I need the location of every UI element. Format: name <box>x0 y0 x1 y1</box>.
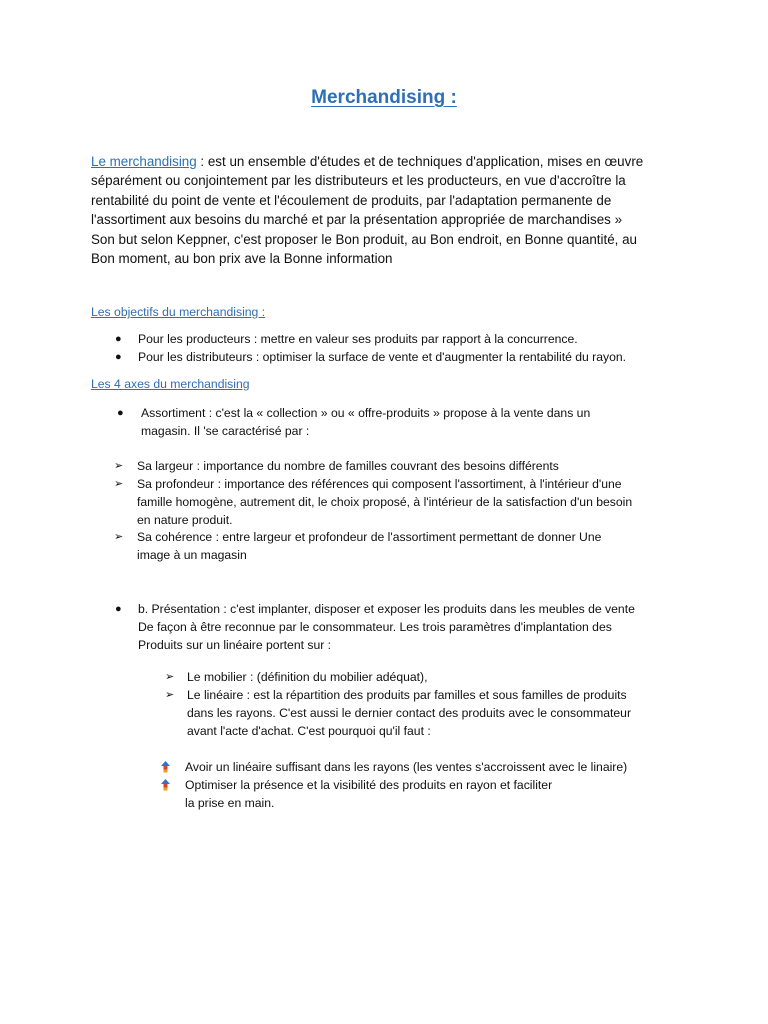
objectif-item: Pour les distributeurs : optimiser la surface de vente et d'augmenter la rentabilité du rayon. <box>138 350 627 364</box>
presentation-line: Produits sur un linéaire portent sur : <box>138 638 332 652</box>
presentation-line: De façon à être reconnue par le consommateur. Les trois paramètres d'implantation des <box>138 620 612 634</box>
intro-line: Bon moment, au bon prix ave la Bonne information <box>91 251 393 267</box>
presentation-line: b. Présentation : c'est implanter, disposer et exposer les produits dans les meubles de vente <box>138 602 635 616</box>
objectif-item: Pour les producteurs : mettre en valeur ses produits par rapport à la concurrence. <box>138 332 578 346</box>
arrow-item-line: Sa profondeur : importance des références qui composent l'assortiment, à l'intérieur d'une <box>137 477 622 491</box>
intro-line: Son but selon Keppner, c'est proposer le Bon produit, au Bon endroit, en Bonne quantité, au <box>91 231 638 247</box>
intro-line: Le merchandising : est un ensemble d'études et de techniques d'application, mises en œuvre <box>91 154 644 169</box>
arrow-item-line: image à un magasin <box>137 548 247 562</box>
arrow-item-line: Sa largeur : importance du nombre de familles couvrant des besoins différents <box>137 459 559 473</box>
assortiment-line: magasin. Il 'se caractérisé par : <box>141 424 310 438</box>
assortiment-line: Assortiment : c'est la « collection » ou « offre-produits » propose à la vente dans un <box>141 406 591 420</box>
objectifs-heading: Les objectifs du merchandising : <box>91 305 266 319</box>
page-title: Merchandising : <box>311 87 457 108</box>
action-line: Avoir un linéaire suffisant dans les rayons (les ventes s'accroissent avec le linaire) <box>185 760 628 774</box>
arrow-bullet-icon: ➢ <box>114 478 124 490</box>
intro-paragraph <box>91 152 691 268</box>
parametre-line: dans les rayons. C'est aussi le dernier contact des produits avec le consommateur <box>187 706 632 720</box>
arrow-item-line: Sa cohérence : entre largeur et profondeur de l'assortiment permettant de donner Une <box>137 530 602 544</box>
arrow-bullet-icon: ➢ <box>165 671 175 683</box>
action-line: la prise en main. <box>185 796 275 810</box>
intro-line: séparément ou conjointement par les distributeurs et les producteurs, en vue d'accroître la <box>91 173 626 189</box>
bullet-dot-icon: ● <box>117 407 124 419</box>
arrow-bullet-icon: ➢ <box>165 689 175 701</box>
parametre-line: avant l'acte d'achat. C'est pourquoi qu'il faut : <box>187 724 431 738</box>
intro-term: Le merchandising <box>91 154 197 169</box>
arrow-bullet-icon: ➢ <box>114 460 124 472</box>
action-line: Optimiser la présence et la visibilité des produits en rayon et faciliter <box>185 778 553 792</box>
arrow-item-line: famille homogène, autrement dit, le choix proposé, à l'intérieur de la satisfaction d'un besoin <box>137 495 633 509</box>
arrow-bullet-icon: ➢ <box>114 531 124 543</box>
parametre-line: Le linéaire : est la répartition des produits par familles et sous familles de produits <box>187 688 627 702</box>
bullet-dot-icon: ● <box>115 603 122 615</box>
intro-line: rentabilité du point de vente et l'écoulement de produits, par l'adaptation permanente de <box>91 192 612 208</box>
colored-arrow-bullet-icon <box>161 761 170 773</box>
arrow-item-line: en nature produit. <box>137 513 233 527</box>
intro-line: l'assortiment aux besoins du marché et par la présentation appropriée de marchandises » <box>91 212 623 228</box>
colored-arrow-bullet-icon <box>161 779 170 791</box>
bullet-dot-icon: ● <box>115 333 122 345</box>
bullet-dot-icon: ● <box>115 351 122 363</box>
axes-heading: Les 4 axes du merchandising <box>91 377 250 391</box>
parametre-line: Le mobilier : (définition du mobilier adéquat), <box>187 670 428 684</box>
